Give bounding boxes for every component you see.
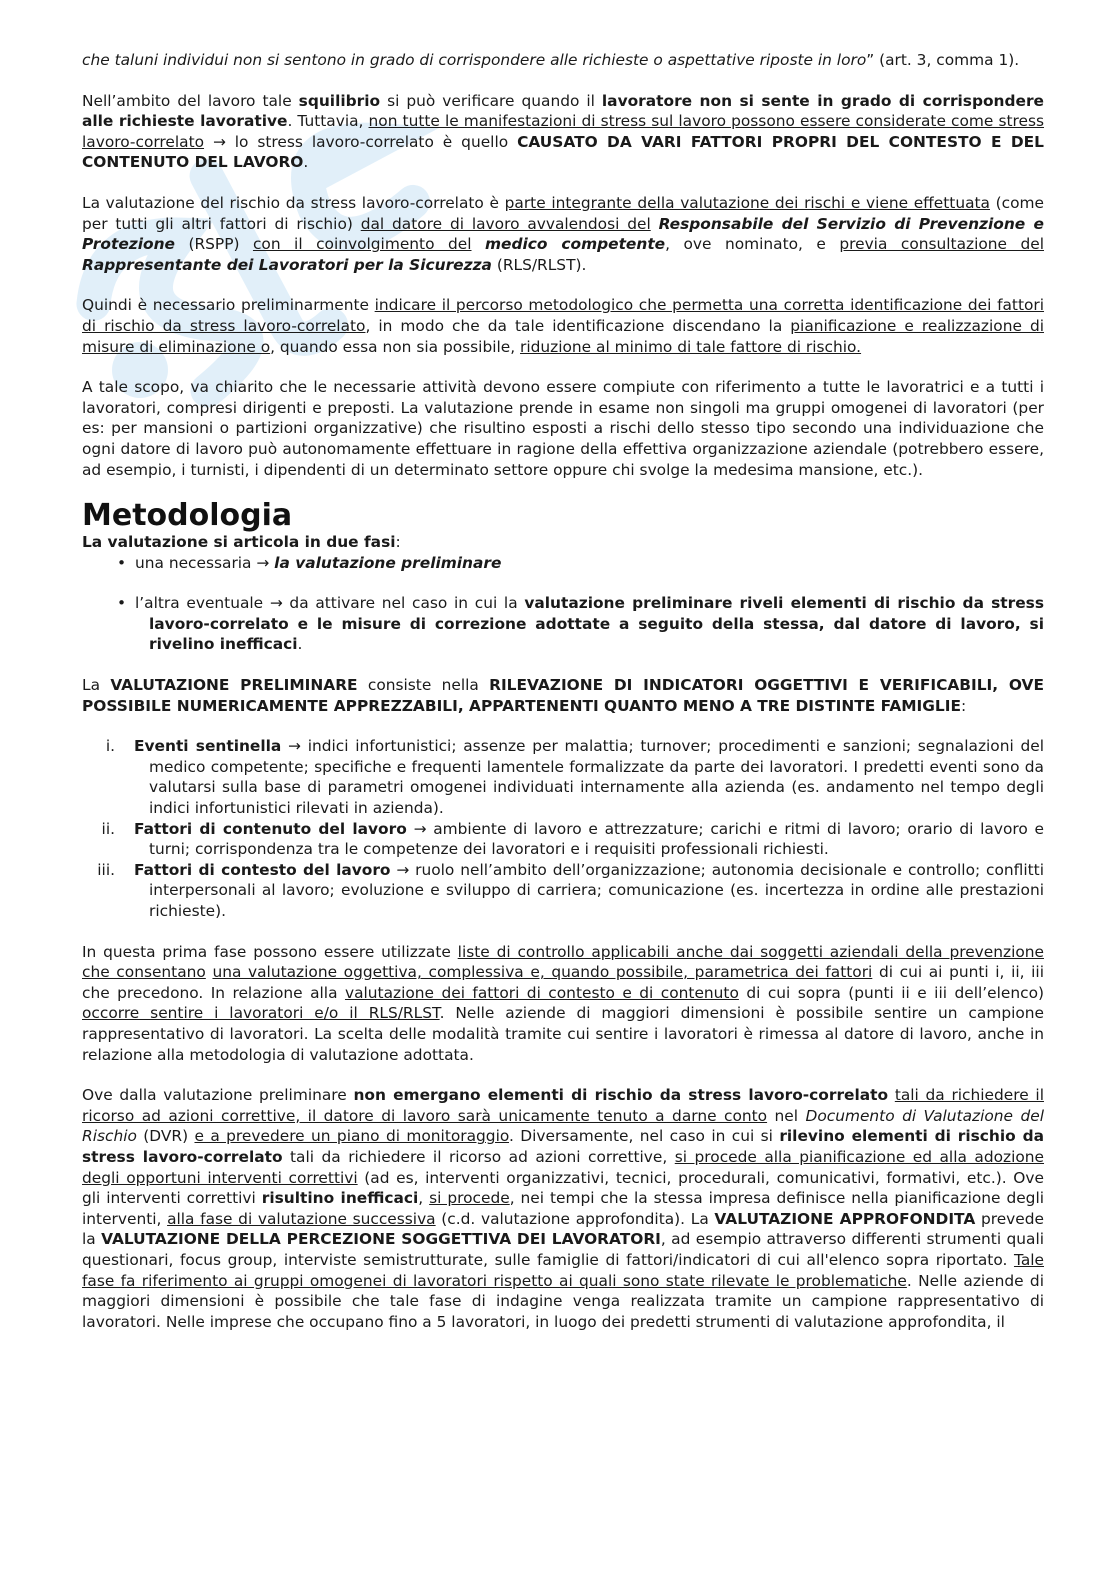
list-item: iii. Fattori di contesto del lavoro → ruolo nell’ambito dell’organizzazione; autonomia decisionale e controllo; conflitti interpersonali al lavoro; evoluzione e sviluppo di carriera; comunicazione (es. incertezza in ordine alle prestazioni richieste). [97, 860, 1044, 920]
list-item: • l’altra eventuale → da attivare nel caso in cui la valutazione preliminare riveli elementi di rischio da stress lavoro-correlato e le misure di correzione adottate a seguito della stessa, dal datore di lavoro, si rivelino inefficaci. [117, 594, 1044, 654]
phases-list [82, 553, 1044, 655]
paragraph-valutazione-rischio: La valutazione del rischio da stress lavoro-correlato è parte integrante della valutazione dei rischi e viene effettuata (come per tutti gli altri fattori di rischio) dal datore di lavoro avvalendosi del Responsabile del Servizio di Prevenzione e Protezione (RSPP) con il coinvolgimento del medico competente, ove nominato, e previa consultazione del Rappresentante dei Lavoratori per la Sicurezza (RLS/RLST). [82, 193, 1044, 274]
paragraph-prima-fase: In questa prima fase possono essere utilizzate liste di controllo applicabili anche dai soggetti aziendali della prevenzione che consentano una valutazione oggettiva, complessiva e, quando possibile, parametrica dei fattori di cui ai punti i, ii, iii che precedono. In relazione alla valutazione dei fattori di contesto e di contenuto di cui sopra (punti ii e iii dell’elenco) occorre sentire i lavoratori e/o il RLS/RLST. Nelle aziende di maggiori dimensioni è possibile sentire un campione rappresentativo di lavoratori. La scelta delle modalità tramite cui sentire i lavoratori è rimessa al datore di lavoro, anche in relazione alla metodologia di valutazione adottata. [82, 942, 1045, 1064]
list-item: i. Eventi sentinella → indici infortunistici; assenze per malattia; turnover; procedimenti e sanzioni; segnalazioni del medico competente; specifiche e frequenti lamentele formalizzate da parte dei lavoratori. I predetti eventi sono da valutarsi sulla base di parametri omogenei individuati internamente alla azienda (es. andamento nel tempo degli indici infortunistici rilevati in azienda). [105, 737, 1044, 818]
paragraph-percorso-metodologico: Quindi è necessario preliminarmente indicare il percorso metodologico che permetta una corretta identificazione dei fattori di rischio da stress lavoro-correlato, in modo che da tale identificazione discendano la pianificazione e realizzazione di misure di eliminazione o, quando essa non sia possibile, riduzione al minimo di tale fattore di rischio. [82, 296, 1045, 356]
indicator-families-list [82, 736, 1044, 921]
list-item: ii. Fattori di contenuto del lavoro → ambiente di lavoro e attrezzature; carichi e ritmi di lavoro; orario di lavoro e turni; corrispondenza tra le competenze dei lavoratori e i requisiti professionali richiesti. [101, 819, 1044, 859]
paragraph-valutazione-approfondita: Ove dalla valutazione preliminare non emergano elementi di rischio da stress lavoro-correlato tali da richiedere il ricorso ad azioni correttive, il datore di lavoro sarà unicamente tenuto a darne conto nel Documento di Valutazione del Rischio (DVR) e a prevedere un piano di monitoraggio. Diversamente, nel caso in cui si rilevino elementi di rischio da stress lavoro-correlato tali da richiedere il ricorso ad azioni correttive, si procede alla pianificazione ed alla adozione degli opportuni interventi correttivi (ad es, interventi organizzativi, tecnici, procedurali, comunicativi, formativi, etc.). Ove gli interventi correttivi risultino inefficaci, si procede, nei tempi che la stessa impresa definisce nella pianificazione degli interventi, alla fase di valutazione successiva (c.d. valutazione approfondita). La VALUTAZIONE APPROFONDITA prevede la VALUTAZIONE DELLA PERCEZIONE SOGGETTIVA DEI LAVORATORI, ad esempio attraverso differenti strumenti quali questionari, focus group, interviste semistrutturate, sulle famiglie di fattori/indicatori di cui all'elenco sopra riportato. Tale fase fa riferimento ai gruppi omogenei di lavoratori rispetto ai quali sono state rilevate le problematiche. Nelle aziende di maggiori dimensioni è possibile che tale fase di indagine venga realizzata tramite un campione rappresentativo di lavoratori. Nelle imprese che occupano fino a 5 lavoratori, in luogo dei predetti strumenti di valutazione approfondita, il [82, 1086, 1045, 1331]
document-page [82, 50, 1044, 1352]
bullet-icon: • [117, 594, 127, 613]
bullet-icon: • [117, 553, 127, 572]
paragraph-valutazione-preliminare: La VALUTAZIONE PRELIMINARE consiste nella RILEVAZIONE DI INDICATORI OGGETTIVI E VERIFICABILI, OVE POSSIBILE NUMERICAMENTE APPREZZABILI, APPARTENENTI QUANTO MENO A TRE DISTINTE FAMIGLIE: [82, 676, 1044, 715]
paragraph-quote-end: che taluni individui non si sentono in grado di corrispondere alle richieste o aspettative riposte in loro” (art. 3, comma 1). [82, 51, 1020, 69]
lead-fasi: La valutazione si articola in due fasi: [82, 533, 401, 552]
paragraph-scopo: A tale scopo, va chiarito che le necessarie attività devono essere compiute con riferimento a tutte le lavoratrici e a tutti i lavoratori, compresi dirigenti e preposti. La valutazione prende in esame non singoli ma gruppi omogenei di lavoratori (per es: per mansioni o partizioni organizzative) che risultino esposti a rischi dello stesso tipo secondo una individuazione che ogni datore di lavoro può autonomamente effettuare in ragione della effettiva organizzazione aziendale (potrebbero essere, ad esempio, i turnisti, i dipendenti di un determinato settore oppure chi svolge la medesima mansione, etc.). [82, 378, 1044, 479]
list-item: • una necessaria → la valutazione preliminare [117, 553, 502, 572]
paragraph-squilibrio: Nell’ambito del lavoro tale squilibrio si può verificare quando il lavoratore non si sente in grado di corrispondere alle richieste lavorative. Tuttavia, non tutte le manifestazioni di stress sul lavoro possono essere considerate come stress lavoro-correlato → lo stress lavoro-correlato è quello CAUSATO DA VARI FATTORI PROPRI DEL CONTESTO E DEL CONTENUTO DEL LAVORO. [82, 91, 1044, 172]
section-heading-metodologia: Metodologia [82, 498, 293, 534]
